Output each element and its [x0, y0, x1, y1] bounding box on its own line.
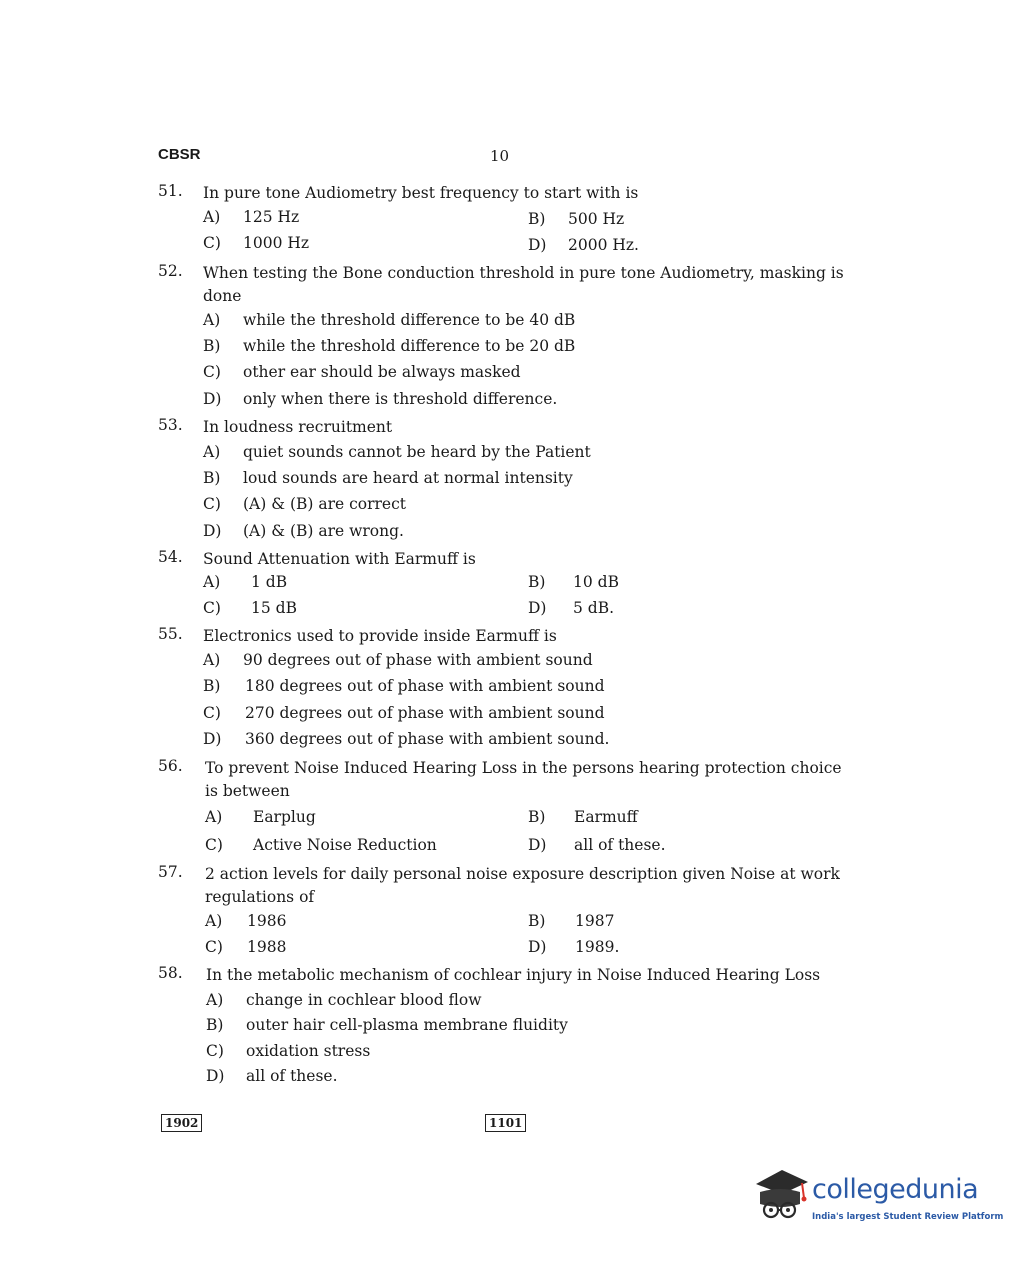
option	[203, 208, 299, 226]
option-label: C)	[203, 363, 221, 381]
question-number: 58.	[158, 964, 183, 982]
option-text: 2000 Hz.	[568, 236, 639, 254]
option	[205, 836, 437, 854]
option-text: 15 dB	[251, 599, 297, 617]
option-label: C)	[205, 938, 223, 956]
question-number: 53.	[158, 416, 183, 434]
option-text: 10 dB	[573, 573, 619, 591]
option-label: A)	[206, 991, 224, 1009]
option-label: A)	[203, 651, 221, 669]
option-label: C)	[205, 836, 223, 854]
option	[203, 730, 609, 748]
option-text: 1987	[575, 912, 615, 930]
option	[203, 599, 297, 617]
question-number: 55.	[158, 625, 183, 643]
option-label: D)	[206, 1067, 225, 1085]
paper-code: CBSR	[158, 146, 201, 163]
option	[203, 573, 287, 591]
option	[528, 210, 624, 228]
option-text: all of these.	[246, 1067, 338, 1085]
question-text: In loudness recruitment	[203, 418, 393, 436]
option	[206, 1067, 338, 1085]
page-header	[158, 146, 678, 170]
brand-tagline: India's largest Student Review Platform	[812, 1212, 1004, 1222]
option	[206, 1016, 568, 1034]
option-label: D)	[203, 522, 222, 540]
collegedunia-logo	[752, 1164, 1004, 1234]
question-number: 56.	[158, 757, 183, 775]
question-text: Electronics used to provide inside Earmuff is	[203, 627, 557, 645]
question-text: When testing the Bone conduction threshold in pure tone Audiometry, masking is done	[203, 264, 844, 305]
option-text: 1986	[247, 912, 287, 930]
option-text: Earplug	[253, 808, 316, 826]
option-label: B)	[528, 912, 546, 930]
option-label: C)	[203, 599, 221, 617]
option	[203, 469, 573, 487]
option	[205, 808, 316, 826]
option-text: (A) & (B) are correct	[243, 495, 407, 513]
question-number: 54.	[158, 548, 183, 566]
option-text: 90 degrees out of phase with ambient sound	[243, 651, 593, 669]
option-text: while the threshold difference to be 20 dB	[243, 337, 576, 355]
option	[205, 912, 286, 930]
option-text: 1 dB	[251, 573, 288, 591]
option-text: 5 dB.	[573, 599, 615, 617]
option-text: only when there is threshold difference.	[243, 390, 558, 408]
question-text: In pure tone Audiometry best frequency to start with is	[203, 184, 639, 202]
option-text: 500 Hz	[568, 210, 625, 228]
option-label: C)	[206, 1042, 224, 1060]
option-label: D)	[528, 836, 547, 854]
option	[528, 236, 639, 254]
option-text: 360 degrees out of phase with ambient sound.	[245, 730, 610, 748]
option-label: B)	[203, 337, 221, 355]
option-text: 1988	[247, 938, 287, 956]
option-text: 270 degrees out of phase with ambient sound	[245, 704, 605, 722]
question-number: 52.	[158, 262, 183, 280]
option	[203, 495, 406, 513]
option	[203, 677, 605, 695]
option	[203, 234, 309, 252]
option-text: other ear should be always masked	[243, 363, 521, 381]
option	[205, 938, 286, 956]
option-text: all of these.	[574, 836, 666, 854]
option	[206, 991, 482, 1009]
option-label: B)	[203, 677, 221, 695]
option	[203, 390, 557, 408]
brand-name: collegedunia	[812, 1174, 979, 1205]
footer-code-left: 1902	[161, 1114, 202, 1132]
option-label: B)	[528, 573, 546, 591]
option-label: D)	[203, 730, 222, 748]
footer-code-center: 1101	[485, 1114, 526, 1132]
option-label: A)	[205, 912, 223, 930]
option	[203, 651, 593, 669]
option-label: A)	[205, 808, 223, 826]
mascot-icon	[752, 1164, 810, 1228]
question-number: 51.	[158, 182, 183, 200]
option-text: quiet sounds cannot be heard by the Patient	[243, 443, 591, 461]
option-label: D)	[203, 390, 222, 408]
option	[528, 599, 614, 617]
option-label: B)	[528, 808, 546, 826]
option-label: A)	[203, 208, 221, 226]
option-text: 180 degrees out of phase with ambient sound	[245, 677, 605, 695]
option-text: change in cochlear blood flow	[246, 991, 482, 1009]
option-label: A)	[203, 443, 221, 461]
option-label: B)	[206, 1016, 224, 1034]
option	[203, 363, 521, 381]
question-text: In the metabolic mechanism of cochlear injury in Noise Induced Hearing Loss	[206, 966, 821, 984]
option-label: A)	[203, 573, 221, 591]
option-label: D)	[528, 236, 547, 254]
option-text: loud sounds are heard at normal intensity	[243, 469, 573, 487]
option-text: outer hair cell-plasma membrane fluidity	[246, 1016, 568, 1034]
option-text: oxidation stress	[246, 1042, 371, 1060]
option	[203, 311, 575, 329]
question-text: Sound Attenuation with Earmuff is	[203, 550, 476, 568]
option-text: (A) & (B) are wrong.	[243, 522, 404, 540]
question-text: To prevent Noise Induced Hearing Loss in the persons hearing protection choice is between	[205, 759, 842, 800]
option-text: 125 Hz	[243, 208, 300, 226]
option	[528, 808, 638, 826]
option	[528, 836, 666, 854]
option-label: A)	[203, 311, 221, 329]
option-label: C)	[203, 495, 221, 513]
option-label: D)	[528, 599, 547, 617]
option	[203, 337, 575, 355]
option-label: B)	[528, 210, 546, 228]
question-text: 2 action levels for daily personal noise exposure description given Noise at work regulations of	[205, 865, 840, 906]
option-text: 1000 Hz	[243, 234, 310, 252]
option-text: while the threshold difference to be 40 dB	[243, 311, 576, 329]
option	[203, 704, 605, 722]
option-label: D)	[528, 938, 547, 956]
option	[203, 522, 404, 540]
page-number: 10	[490, 147, 510, 165]
option-text: Active Noise Reduction	[253, 836, 437, 854]
option-label: C)	[203, 234, 221, 252]
option-text: 1989.	[575, 938, 620, 956]
option	[528, 938, 619, 956]
option	[206, 1042, 370, 1060]
option	[528, 912, 614, 930]
question-number: 57.	[158, 863, 183, 881]
option	[203, 443, 591, 461]
option-label: C)	[203, 704, 221, 722]
option	[528, 573, 619, 591]
option-label: B)	[203, 469, 221, 487]
option-text: Earmuff	[574, 808, 638, 826]
